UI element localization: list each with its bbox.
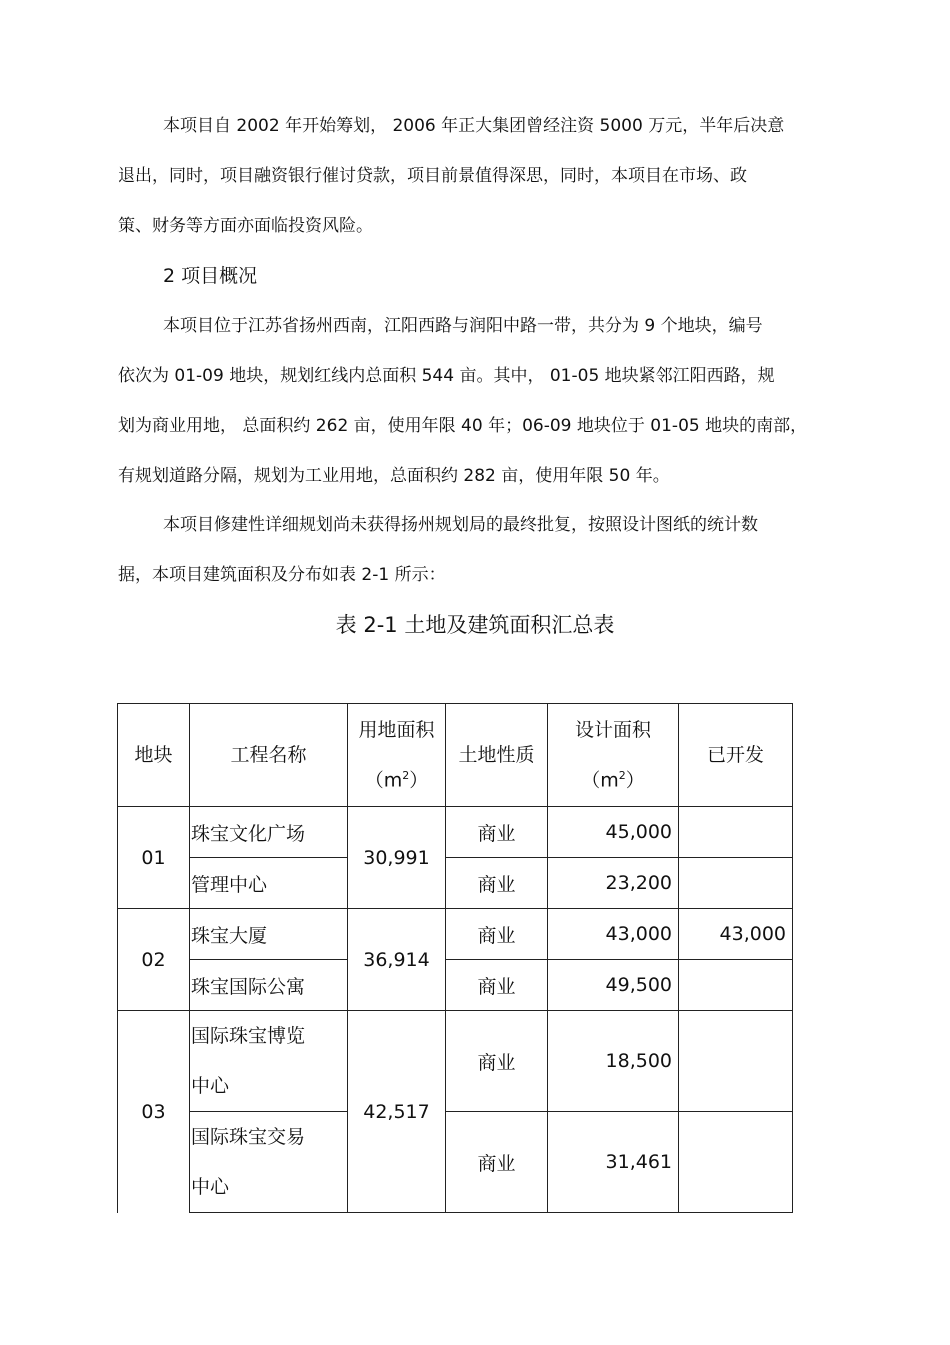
project-name-cell: 珠宝国际公寓	[190, 960, 348, 1011]
developed-cell	[679, 960, 793, 1011]
header-design-area-unit-sup: 2	[618, 768, 626, 782]
project-name-line-1: 国际珠宝交易	[191, 1126, 306, 1148]
land-type-cell: 商业	[446, 1112, 548, 1213]
paragraph-2-line-1: 本项目位于江苏省扬州西南，江阳西路与润阳中路一带，共分为 9 个地块，编号	[163, 316, 763, 336]
land-area-table-wrapper	[117, 703, 793, 1213]
table-row	[118, 960, 793, 1011]
paragraph-3-line-2: 据，本项目建筑面积及分布如表 2-1 所示：	[118, 565, 446, 585]
project-name-line-2: 中心	[191, 1075, 230, 1097]
project-name-cell: 珠宝大厦	[190, 909, 348, 960]
header-design-area-label: 设计面积	[574, 718, 651, 741]
land-area-cell-02: 36,914	[348, 909, 446, 1011]
paragraph-2-line-3: 划为商业用地， 总面积约 262 亩，使用年限 40 年；06-09 地块位于 01-05 地块的南部，	[118, 416, 808, 436]
project-name-line-1: 国际珠宝博览	[191, 1025, 306, 1047]
project-name-cell	[190, 1011, 348, 1112]
developed-cell	[679, 858, 793, 909]
land-type-cell: 商业	[446, 960, 548, 1011]
design-area-cell: 23,200	[548, 858, 679, 909]
paragraph-1	[118, 101, 878, 151]
header-land-area	[348, 704, 446, 807]
land-type-cell: 商业	[446, 1011, 548, 1112]
paragraph-2-cont	[118, 351, 833, 501]
design-area-cell: 43,000	[548, 909, 679, 960]
paragraph-1-line-1: 本项目自 2002 年开始筹划， 2006 年正大集团曾经注资 5000 万元，半年后决意	[163, 116, 785, 136]
table-caption: 表 2-1 土地及建筑面积汇总表	[335, 613, 615, 637]
land-area-cell-01: 30,991	[348, 807, 446, 909]
plot-cell-03: 03	[118, 1011, 190, 1213]
table-row	[118, 909, 793, 960]
land-type-cell: 商业	[446, 807, 548, 858]
header-land-area-unit-close: ）	[409, 769, 429, 792]
land-area-table	[117, 703, 793, 1213]
header-land-area-unit-sup: 2	[402, 768, 410, 782]
paragraph-2-line-4: 有规划道路分隔，规划为工业用地，总面积约 282 亩，使用年限 50 年。	[118, 466, 670, 486]
land-type-cell: 商业	[446, 858, 548, 909]
project-name-cell: 珠宝文化广场	[190, 807, 348, 858]
header-design-area	[548, 704, 679, 807]
header-land-area-label: 用地面积	[358, 718, 435, 741]
header-land-type: 土地性质	[446, 704, 548, 807]
paragraph-1-line-3: 策、财务等方面亦面临投资风险。	[118, 216, 373, 236]
section-heading: 2 项目概况	[163, 265, 258, 287]
design-area-cell: 18,500	[548, 1011, 679, 1112]
table-header-row	[118, 704, 793, 807]
paragraph-2-line-2: 依次为 01-09 地块，规划红线内总面积 544 亩。其中， 01-05 地块紧邻江阳西路，规	[118, 366, 775, 386]
land-type-cell: 商业	[446, 909, 548, 960]
paragraph-3-line-1: 本项目修建性详细规划尚未获得扬州规划局的最终批复，按照设计图纸的统计数	[163, 515, 758, 535]
paragraph-1-line-2: 退出，同时，项目融资银行催讨贷款，项目前景值得深思，同时，本项目在市场、政	[118, 166, 747, 186]
header-developed: 已开发	[679, 704, 793, 807]
developed-cell	[679, 807, 793, 858]
table-row	[118, 858, 793, 909]
header-plot: 地块	[118, 704, 190, 807]
header-design-area-unit-close: ）	[625, 769, 645, 792]
table-row	[118, 1011, 793, 1112]
developed-cell	[679, 1011, 793, 1112]
developed-cell	[679, 1112, 793, 1213]
header-design-area-unit-open: （m	[581, 769, 619, 792]
plot-cell-02: 02	[118, 909, 190, 1011]
header-land-area-unit-open: （m	[364, 769, 403, 792]
paragraph-2	[118, 301, 878, 351]
plot-cell-01: 01	[118, 807, 190, 909]
land-area-cell-03: 42,517	[348, 1011, 446, 1213]
table-row	[118, 1112, 793, 1213]
paragraph-3-cont	[118, 550, 833, 600]
table-row	[118, 807, 793, 858]
design-area-cell: 45,000	[548, 807, 679, 858]
project-name-cell: 管理中心	[190, 858, 348, 909]
design-area-cell: 49,500	[548, 960, 679, 1011]
project-name-line-2: 中心	[191, 1176, 230, 1198]
paragraph-3	[118, 500, 878, 550]
paragraph-1-cont	[118, 151, 833, 251]
developed-cell: 43,000	[679, 909, 793, 960]
design-area-cell: 31,461	[548, 1112, 679, 1213]
project-name-cell	[190, 1112, 348, 1213]
header-project-name: 工程名称	[190, 704, 348, 807]
